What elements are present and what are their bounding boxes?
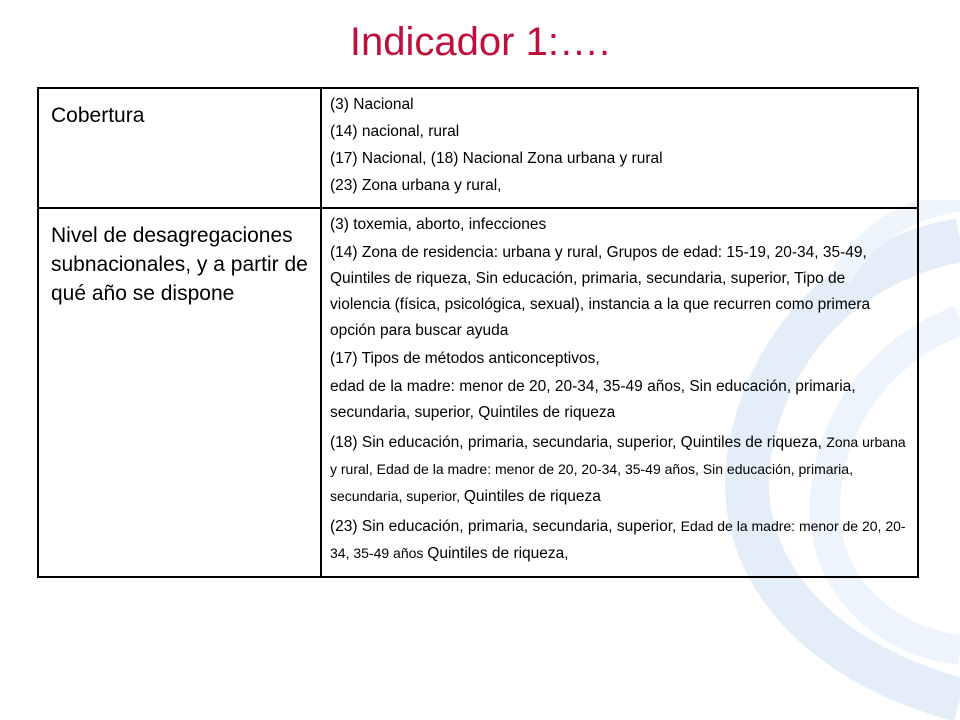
paragraph-run: Quintiles de riqueza,	[427, 545, 569, 562]
paragraph-run: (18) Sin educación, primaria, secundaria, superior, Quintiles de riqueza,	[330, 434, 827, 451]
table-row-cobertura	[38, 88, 918, 208]
paragraph-run-small: Zona urbana y rural, Edad de la madre: menor de 20, 20-34, 35-49 años, Sin educación, primaria, secundaria, superior,	[330, 434, 906, 504]
table-row-desagregaciones	[38, 208, 918, 577]
desagregacion-paragraph: (17) Tipos de métodos anticonceptivos,	[330, 350, 600, 367]
desagregacion-paragraph	[330, 429, 907, 510]
desagregacion-paragraph: (14) Zona de residencia: urbana y rural, Grupos de edad: 15-19, 20-34, 35-49, Quintiles de riqueza, Sin educación, primaria, secundaria, superior, Tipo de violencia (física, psicológica, sexual), instancia a la que recurren como primera opción para buscar ayuda	[330, 244, 871, 339]
paragraph-run: Quintiles de riqueza	[463, 488, 601, 505]
desagregacion-paragraph	[330, 513, 907, 567]
cobertura-line: (14) nacional, rural	[330, 123, 460, 140]
paragraph-run-small: Edad de la madre: menor de 20, 20-34, 35-49 años	[330, 518, 906, 561]
cobertura-line: (23) Zona urbana y rural,	[330, 177, 502, 194]
slide-title: Indicador 1:….	[349, 20, 611, 64]
desagregaciones-values	[321, 208, 918, 577]
cobertura-line: (3) Nacional	[330, 96, 414, 113]
paragraph-run: (23) Sin educación, primaria, secundaria, superior,	[330, 518, 681, 535]
indicator-table	[37, 87, 919, 578]
desagregacion-paragraph: edad de la madre: menor de 20, 20-34, 35-49 años, Sin educación, primaria, secundaria, superior, Quintiles de riqueza	[330, 378, 856, 421]
row-label-cobertura: Cobertura	[38, 88, 321, 208]
cobertura-line: (17) Nacional, (18) Nacional Zona urbana y rural	[330, 150, 663, 167]
row-label-desagregaciones: Nivel de desagregaciones subnacionales, y a partir de qué año se dispone	[38, 208, 321, 577]
desagregacion-paragraph: (3) toxemia, aborto, infecciones	[330, 216, 547, 233]
cobertura-values	[321, 88, 918, 208]
